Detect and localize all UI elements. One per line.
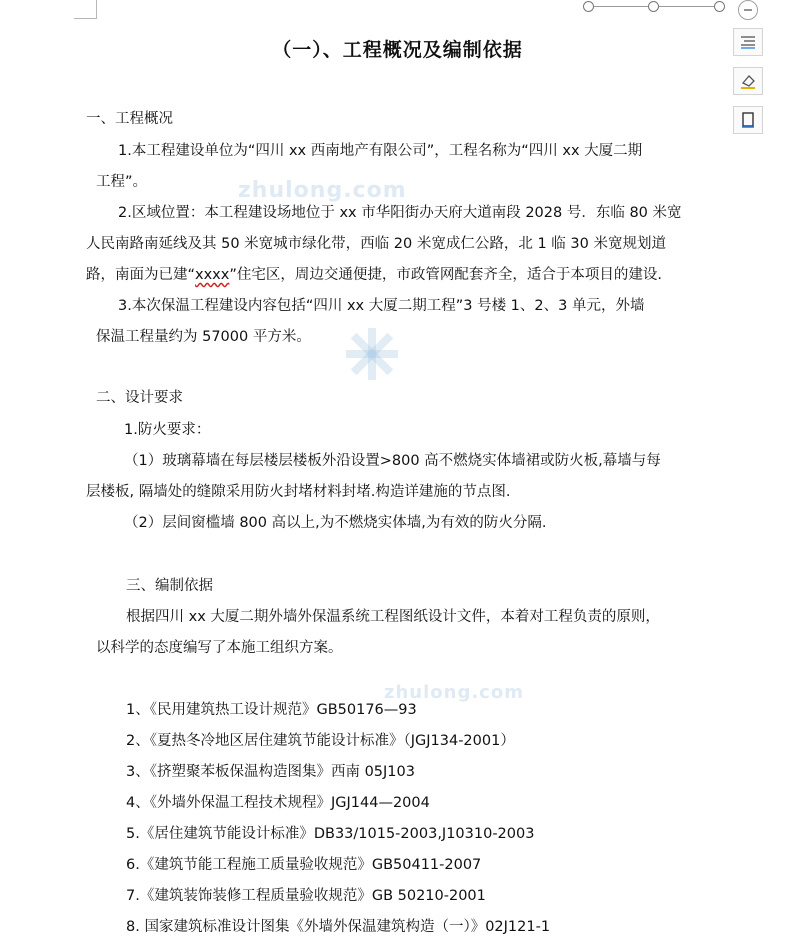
- margin-corner-mark: [74, 0, 97, 19]
- reference-item: 5.《居住建筑节能设计标准》DB33/1015-2003,J10310-2003: [126, 826, 535, 842]
- reference-item: 4、《外墙外保温工程技术规程》JGJ144—2004: [126, 795, 430, 811]
- watermark-top: zhulong.com: [238, 178, 407, 203]
- section1-p2-line3: [86, 265, 662, 285]
- collapse-button[interactable]: [738, 0, 758, 20]
- reference-item: 2、《夏热冬冷地区居住建筑节能设计标准》（JGJ134-2001）: [126, 733, 515, 749]
- reference-item: 3、《挤塑聚苯板保温构造图集》西南 05J103: [126, 764, 415, 780]
- section1-p3-line2: 保温工程量约为 57000 平方米。: [96, 329, 311, 345]
- reference-item: 6.《建筑节能工程施工质量验收规范》GB50411-2007: [126, 857, 482, 873]
- page-frame-button[interactable]: [733, 106, 763, 134]
- section2-item2: （2）层间窗槛墙 800 高以上,为不燃烧实体墙,为有效的防火分隔.: [124, 515, 547, 531]
- eraser-button[interactable]: [733, 67, 763, 95]
- section3-heading: 三、编制依据: [126, 578, 213, 594]
- reference-item: 7.《建筑装饰装修工程质量验收规范》GB 50210-2001: [126, 888, 486, 904]
- section2-item1-line1: （1）玻璃幕墙在每层楼层楼板外沿设置>800 高不燃烧实体墙裙或防火板,幕墙与每: [124, 453, 661, 469]
- section1-p1-line2: 工程”。: [96, 174, 148, 190]
- section1-p1-line1: 1.本工程建设单位为“四川 xx 西南地产有限公司”，工程名称为“四川 xx 大厦二期: [118, 143, 643, 159]
- selection-handle-right[interactable]: [714, 1, 725, 12]
- reference-item: 1、《民用建筑热工设计规范》GB50176—93: [126, 702, 417, 718]
- minus-icon: [743, 5, 753, 15]
- section1-p2-line2: 人民南路南延线及其 50 米宽城市绿化带，西临 20 米宽成仁公路，北 1 临 30 米宽规划道: [86, 236, 666, 252]
- reference-item: 8. 国家建筑标准设计图集《外墙外保温建筑构造（一）》02J121-1: [126, 919, 551, 935]
- page-frame-icon: [739, 111, 757, 129]
- section2-item1-line2: 层楼板, 隔墙处的缝隙采用防火封堵材料封堵.构造详建施的节点图.: [86, 484, 511, 500]
- section2-heading: 二、设计要求: [96, 390, 183, 406]
- section2-sub: 1.防火要求：: [124, 422, 211, 438]
- spellcheck-word: xxxx: [195, 267, 230, 283]
- section1-p2-line3-a: 路，南面为已建“: [86, 267, 196, 283]
- watermark-logo-icon: [344, 326, 400, 382]
- section1-heading: 一、工程概况: [86, 111, 173, 127]
- eraser-icon: [739, 72, 757, 90]
- section3-p-line1: 根据四川 xx 大厦二期外墙外保温系统工程图纸设计文件，本着对工程负责的原则，: [126, 609, 660, 625]
- section1-p3-line1: 3.本次保温工程建设内容包括“四川 xx 大厦二期工程”3 号楼 1、2、3 单元，外墙: [118, 298, 645, 314]
- watermark-bottom: zhulong.com: [384, 682, 524, 703]
- section1-p2-line1: 2.区域位置：本工程建设场地位于 xx 市华阳街办天府大道南段 2028 号．东临 80 米宽: [118, 205, 682, 221]
- section1-p2-line3-c: ”住宅区，周边交通便捷，市政管网配套齐全，适合于本项目的建设.: [229, 267, 662, 283]
- section3-p-line2: 以科学的态度编写了本施工组织方案。: [96, 640, 343, 656]
- selection-handle-left[interactable]: [583, 1, 594, 12]
- selection-handle-middle[interactable]: [648, 1, 659, 12]
- page-title: （一）、工程概况及编制依据: [272, 39, 523, 61]
